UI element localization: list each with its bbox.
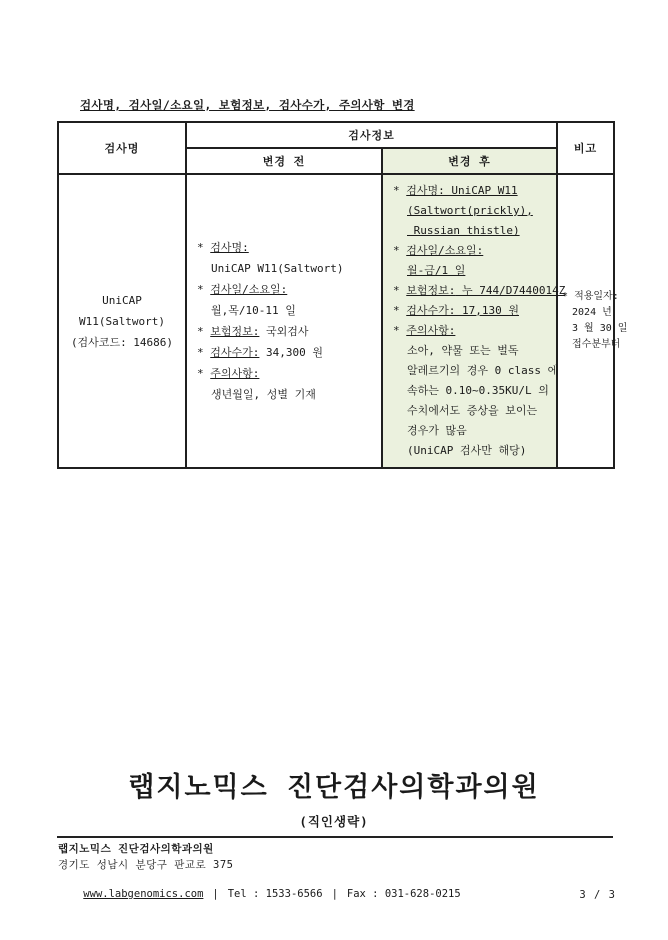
bullet-asterisk: * — [197, 241, 211, 254]
change-notice-title: 검사명, 검사일/소요일, 보험정보, 검사수가, 주의사항 변경 — [80, 98, 415, 112]
text-line: * 적용일자: — [562, 291, 619, 302]
after-change-content — [383, 175, 566, 467]
text-line: 3 월 30 일 — [572, 323, 628, 334]
text-line: * 주의사항: — [393, 324, 456, 337]
column-header-test-info: 검사정보 — [186, 122, 557, 148]
column-header-after-change: 변경 후 — [382, 148, 557, 174]
text-line: Russian thistle) — [407, 224, 520, 237]
test-code-text: (검사코드: 14686) — [70, 335, 174, 349]
before-change-content — [187, 231, 381, 411]
bullet-asterisk: * — [393, 184, 407, 197]
footer-divider — [57, 836, 613, 838]
footer-company-name: 랩지노믹스 진단검사의학과의원 — [58, 843, 214, 855]
footer-separator: | — [331, 888, 338, 900]
text-line: 수치에서도 증상을 보이는 — [407, 404, 538, 417]
test-name-text: UniCAP W11(Saltwort) — [78, 293, 166, 328]
bullet-asterisk: * — [197, 283, 211, 296]
cell-remarks — [557, 174, 628, 468]
text-line: 생년월일, 성별 기재 — [211, 388, 316, 401]
text-line: 2024 년 — [572, 307, 612, 318]
text-line: (Saltwort(prickly), — [407, 204, 533, 217]
bullet-asterisk: * — [393, 284, 407, 297]
text-line: 접수분부터 — [572, 339, 621, 350]
text-line: * 검사일/소요일: — [197, 283, 288, 296]
text-line: 월,목/10-11 일 — [211, 304, 296, 317]
footer-tel: Tel : 1533-6566 — [227, 888, 323, 900]
seal-omitted-note: (직인생략) — [299, 814, 369, 829]
text-line: * 보험정보: 누 744/D7440014Z — [393, 284, 566, 297]
text-line: * 검사명: — [197, 241, 249, 254]
text-line: 소아, 약물 또는 벌독 — [407, 344, 519, 357]
text-line: * 검사일/소요일: — [393, 244, 484, 257]
text-line: 경우가 많음 — [407, 424, 467, 437]
page-number: 3 / 3 — [579, 889, 616, 901]
text-line: UniCAP W11(Saltwort) — [211, 262, 344, 275]
text-line: 월-금/1 일 — [407, 264, 466, 277]
text-line: * 검사수가: 17,130 원 — [393, 304, 519, 317]
column-header-before-change: 변경 전 — [186, 148, 382, 174]
text-line: * 검사수가: 34,300 원 — [197, 346, 323, 359]
column-header-test-name: 검사명 — [58, 122, 186, 174]
website-link[interactable]: www.labgenomics.com — [83, 888, 204, 900]
bullet-asterisk: * — [393, 244, 407, 257]
text-line: (UniCAP 검사만 해당) — [407, 444, 527, 457]
footer-contact-line — [58, 876, 461, 912]
column-header-remarks: 비고 — [557, 122, 614, 174]
bullet-asterisk: * — [562, 291, 575, 302]
cell-before-change — [186, 174, 382, 468]
footer-fax: Fax : 031-628-0215 — [346, 888, 461, 900]
cell-test-name — [58, 174, 186, 468]
footer-separator: | — [212, 888, 219, 900]
text-line: 속하는 0.10~0.35KU/L 의 — [407, 384, 549, 397]
clinic-signature-name: 랩지노믹스 진단검사의학과의원 — [128, 772, 540, 803]
text-line: * 주의사항: — [197, 367, 260, 380]
bullet-asterisk: * — [393, 324, 407, 337]
test-change-table — [57, 121, 628, 469]
footer-address: 경기도 성남시 분당구 판교로 375 — [58, 859, 234, 871]
bullet-asterisk: * — [393, 304, 407, 317]
bullet-asterisk: * — [197, 346, 211, 359]
table-row — [58, 174, 614, 468]
text-line: * 검사명: UniCAP W11 — [393, 184, 518, 197]
text-line: 알레르기의 경우 0 class 에 — [407, 364, 559, 377]
remarks-content — [558, 287, 628, 355]
cell-after-change — [382, 174, 566, 468]
bullet-asterisk: * — [197, 367, 211, 380]
text-line: * 보험정보: 국외검사 — [197, 325, 309, 338]
bullet-asterisk: * — [197, 325, 211, 338]
